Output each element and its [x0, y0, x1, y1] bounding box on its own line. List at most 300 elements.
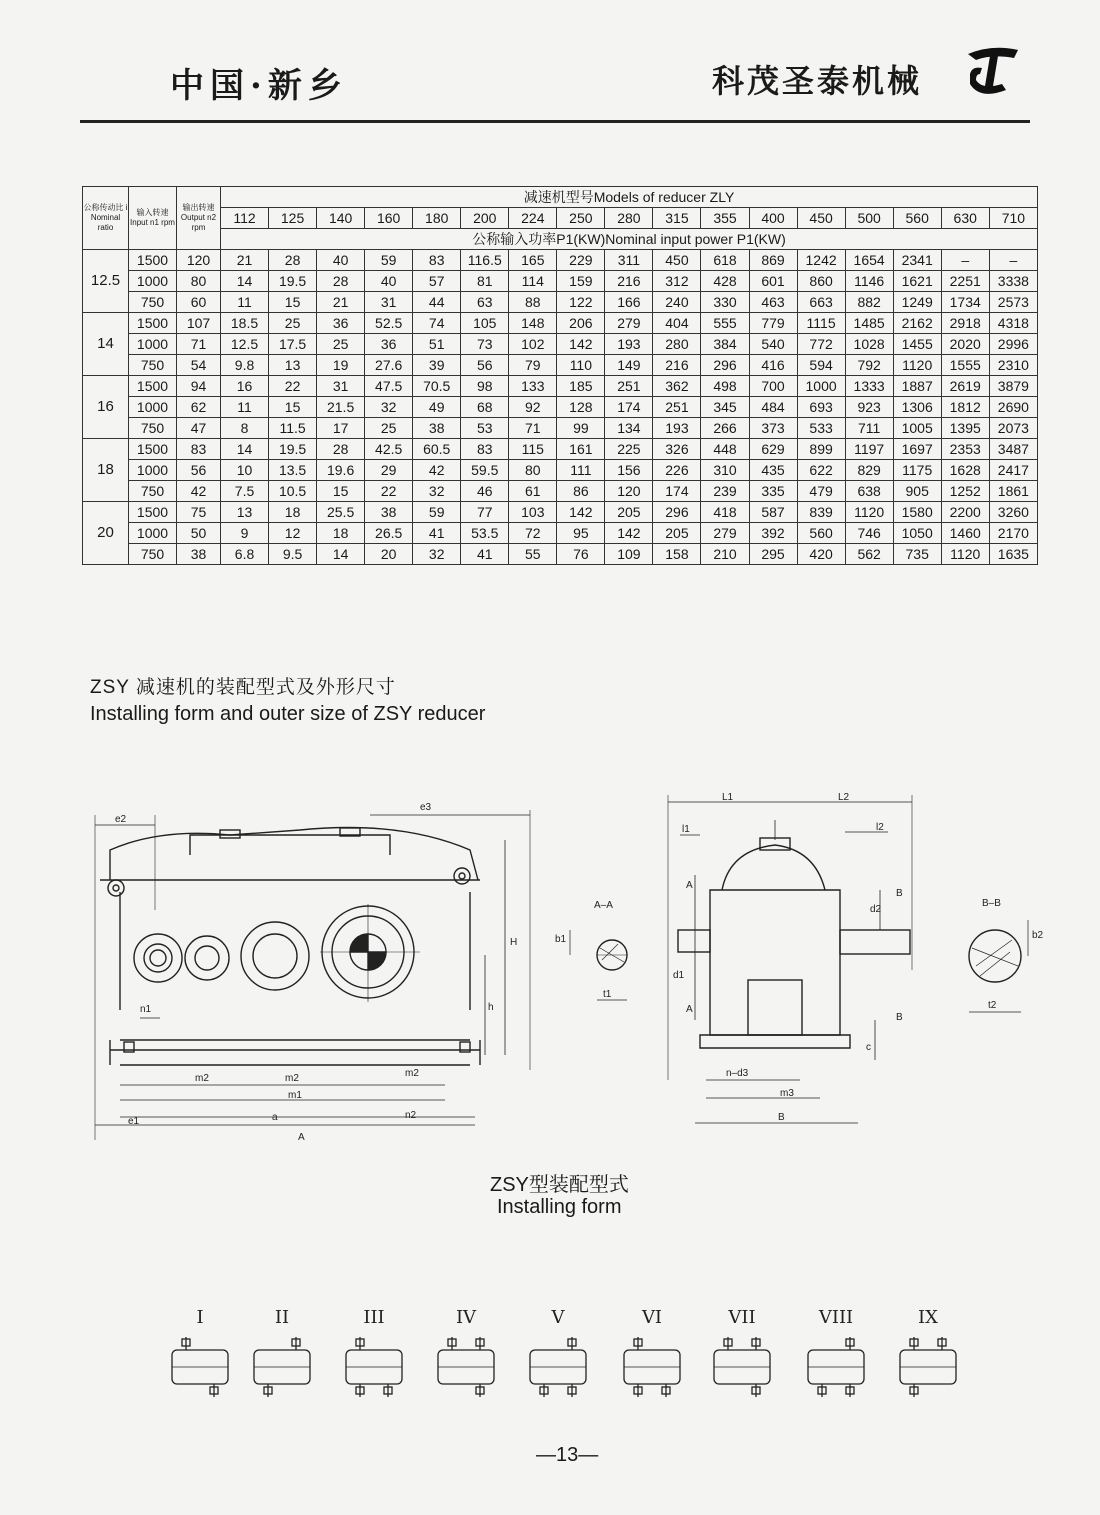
label-L1: L1	[722, 792, 734, 803]
power-cell: 15	[269, 397, 317, 418]
table-row	[83, 481, 1038, 502]
power-cell: 1050	[893, 523, 941, 544]
model-630: 630	[941, 208, 989, 229]
header-output-speed: 输出转速 Output n2 rpm	[177, 187, 221, 250]
power-cell: 59.5	[461, 460, 509, 481]
power-cell: 16	[221, 376, 269, 397]
power-cell: 10	[221, 460, 269, 481]
power-cell: 562	[845, 544, 893, 565]
label-t2: t2	[988, 1000, 997, 1011]
power-cell: 1460	[941, 523, 989, 544]
model-710: 710	[989, 208, 1037, 229]
power-cell: 216	[653, 355, 701, 376]
input-speed-cell: 750	[129, 355, 177, 376]
power-cell: 310	[701, 460, 749, 481]
power-cell: 448	[701, 439, 749, 460]
label-b1: b1	[555, 934, 567, 945]
power-cell: 14	[221, 439, 269, 460]
power-cell: 41	[461, 544, 509, 565]
power-cell: 2996	[989, 334, 1037, 355]
power-cell: 193	[605, 334, 653, 355]
table-row	[83, 355, 1038, 376]
label-n2: n2	[405, 1110, 417, 1121]
power-cell: 53.5	[461, 523, 509, 544]
model-224: 224	[509, 208, 557, 229]
power-cell: 55	[509, 544, 557, 565]
model-560: 560	[893, 208, 941, 229]
label-b2: b2	[1032, 930, 1044, 941]
power-cell: 98	[461, 376, 509, 397]
power-cell: 923	[845, 397, 893, 418]
power-cell: 86	[557, 481, 605, 502]
power-cell: 420	[797, 544, 845, 565]
power-cell: 3879	[989, 376, 1037, 397]
power-cell: 59	[365, 250, 413, 271]
power-cell: 392	[749, 523, 797, 544]
power-cell: 560	[797, 523, 845, 544]
label-n1: n1	[140, 1004, 152, 1015]
header-models: 减速机型号Models of reducer ZLY	[221, 187, 1038, 208]
power-cell: 711	[845, 418, 893, 439]
power-cell: 1635	[989, 544, 1037, 565]
label-a: a	[272, 1112, 278, 1123]
model-280: 280	[605, 208, 653, 229]
power-cell: 47.5	[365, 376, 413, 397]
power-cell: 2619	[941, 376, 989, 397]
label-A-bottom: A	[686, 1004, 693, 1015]
label-m2-b: m2	[285, 1073, 299, 1084]
power-cell: 11	[221, 397, 269, 418]
power-cell: 335	[749, 481, 797, 502]
power-cell: 13.5	[269, 460, 317, 481]
power-cell: 38	[413, 418, 461, 439]
power-cell: 418	[701, 502, 749, 523]
power-cell: 295	[749, 544, 797, 565]
power-cell: 80	[509, 460, 557, 481]
power-cell: 373	[749, 418, 797, 439]
power-cell: 2417	[989, 460, 1037, 481]
power-cell: 148	[509, 313, 557, 334]
power-cell: 32	[413, 481, 461, 502]
label-AA: A–A	[594, 900, 613, 911]
power-cell: 61	[509, 481, 557, 502]
input-speed-cell: 1000	[129, 334, 177, 355]
power-cell: 229	[557, 250, 605, 271]
power-cell: 14	[221, 271, 269, 292]
power-cell: 161	[557, 439, 605, 460]
label-A: A	[298, 1132, 305, 1143]
power-cell: –	[989, 250, 1037, 271]
output-speed-cell: 75	[177, 502, 221, 523]
power-cell: 32	[413, 544, 461, 565]
power-cell: 17.5	[269, 334, 317, 355]
power-cell: 19.5	[269, 439, 317, 460]
output-speed-cell: 80	[177, 271, 221, 292]
power-table	[82, 186, 1038, 565]
power-cell: 210	[701, 544, 749, 565]
power-cell: 4318	[989, 313, 1037, 334]
power-cell: 225	[605, 439, 653, 460]
power-cell: 73	[461, 334, 509, 355]
model-160: 160	[365, 208, 413, 229]
power-cell: 1028	[845, 334, 893, 355]
section-title-cn: ZSY 减速机的装配型式及外形尺寸	[90, 677, 396, 698]
model-200: 200	[461, 208, 509, 229]
ratio-cell: 18	[83, 439, 129, 502]
form-label: IX	[918, 1307, 938, 1328]
power-cell: 2251	[941, 271, 989, 292]
power-cell: 72	[509, 523, 557, 544]
power-cell: 8	[221, 418, 269, 439]
power-cell: 9	[221, 523, 269, 544]
label-nd: n–d3	[726, 1068, 749, 1079]
power-cell: 21	[221, 250, 269, 271]
form-5-symbol	[530, 1307, 586, 1397]
table-row	[83, 502, 1038, 523]
power-cell: 3260	[989, 502, 1037, 523]
power-cell: 463	[749, 292, 797, 313]
label-B-width: B	[778, 1112, 785, 1123]
front-view-drawing	[95, 802, 530, 1143]
model-400: 400	[749, 208, 797, 229]
model-450: 450	[797, 208, 845, 229]
power-cell: 21.5	[317, 397, 365, 418]
label-h: h	[488, 1002, 494, 1013]
label-m3: m3	[780, 1088, 794, 1099]
output-speed-cell: 107	[177, 313, 221, 334]
power-cell: 404	[653, 313, 701, 334]
power-cell: 1306	[893, 397, 941, 418]
power-cell: 174	[653, 481, 701, 502]
power-cell: 484	[749, 397, 797, 418]
power-cell: 40	[317, 250, 365, 271]
power-cell: 450	[653, 250, 701, 271]
power-cell: 629	[749, 439, 797, 460]
power-cell: 71	[509, 418, 557, 439]
power-cell: 19.6	[317, 460, 365, 481]
installing-caption-cn: ZSY型装配型式	[490, 1174, 629, 1196]
power-cell: 120	[605, 481, 653, 502]
power-cell: 77	[461, 502, 509, 523]
power-cell: 92	[509, 397, 557, 418]
power-cell: 6.8	[221, 544, 269, 565]
power-cell: 205	[605, 502, 653, 523]
form-label: III	[363, 1307, 385, 1328]
power-cell: 1485	[845, 313, 893, 334]
power-cell: 1333	[845, 376, 893, 397]
power-cell: 779	[749, 313, 797, 334]
power-cell: 46	[461, 481, 509, 502]
label-l1: l1	[682, 824, 690, 835]
power-cell: 51	[413, 334, 461, 355]
power-cell: 2073	[989, 418, 1037, 439]
power-cell: 115	[509, 439, 557, 460]
power-cell: 193	[653, 418, 701, 439]
power-cell: 205	[653, 523, 701, 544]
power-cell: 10.5	[269, 481, 317, 502]
power-cell: 149	[605, 355, 653, 376]
power-cell: 22	[269, 376, 317, 397]
power-cell: 122	[557, 292, 605, 313]
power-cell: 311	[605, 250, 653, 271]
power-cell: 57	[413, 271, 461, 292]
power-cell: 95	[557, 523, 605, 544]
power-cell: 240	[653, 292, 701, 313]
power-cell: 42.5	[365, 439, 413, 460]
label-BB: B–B	[982, 898, 1001, 909]
output-speed-cell: 47	[177, 418, 221, 439]
power-cell: 109	[605, 544, 653, 565]
power-cell: 15	[269, 292, 317, 313]
power-cell: 2020	[941, 334, 989, 355]
power-cell: 216	[605, 271, 653, 292]
power-cell: 59	[413, 502, 461, 523]
power-cell: –	[941, 250, 989, 271]
power-cell: 42	[413, 460, 461, 481]
power-cell: 1654	[845, 250, 893, 271]
power-cell: 102	[509, 334, 557, 355]
power-cell: 142	[605, 523, 653, 544]
header-ratio: 公称传动比 i Nominal ratio	[83, 187, 129, 250]
power-cell: 1734	[941, 292, 989, 313]
power-cell: 587	[749, 502, 797, 523]
output-speed-cell: 56	[177, 460, 221, 481]
power-cell: 638	[845, 481, 893, 502]
page-number: —13—	[536, 1444, 599, 1466]
power-cell: 1175	[893, 460, 941, 481]
power-cell: 1120	[941, 544, 989, 565]
power-cell: 13	[221, 502, 269, 523]
power-cell: 19.5	[269, 271, 317, 292]
power-cell: 18	[269, 502, 317, 523]
table-row	[83, 544, 1038, 565]
power-cell: 25	[269, 313, 317, 334]
label-L2: L2	[838, 792, 850, 803]
label-d1: d1	[673, 970, 685, 981]
power-cell: 3487	[989, 439, 1037, 460]
power-cell: 159	[557, 271, 605, 292]
header-input-speed: 输入转速 Input n1 rpm	[129, 187, 177, 250]
input-speed-cell: 1000	[129, 271, 177, 292]
power-cell: 1395	[941, 418, 989, 439]
power-cell: 142	[557, 334, 605, 355]
table-row	[83, 418, 1038, 439]
power-cell: 1812	[941, 397, 989, 418]
power-cell: 296	[701, 355, 749, 376]
output-speed-cell: 62	[177, 397, 221, 418]
input-speed-cell: 1000	[129, 397, 177, 418]
table-row	[83, 523, 1038, 544]
label-e1: e1	[128, 1116, 140, 1127]
table-row	[83, 397, 1038, 418]
power-cell: 74	[413, 313, 461, 334]
input-speed-cell: 750	[129, 544, 177, 565]
output-speed-cell: 38	[177, 544, 221, 565]
table-row	[83, 313, 1038, 334]
power-cell: 9.5	[269, 544, 317, 565]
power-cell: 44	[413, 292, 461, 313]
power-cell: 1455	[893, 334, 941, 355]
form-4-symbol	[438, 1307, 494, 1397]
label-A-top: A	[686, 880, 693, 891]
section-BB-drawing	[969, 898, 1044, 1012]
power-cell: 128	[557, 397, 605, 418]
power-cell: 133	[509, 376, 557, 397]
output-speed-cell: 42	[177, 481, 221, 502]
power-cell: 166	[605, 292, 653, 313]
power-cell: 839	[797, 502, 845, 523]
power-cell: 165	[509, 250, 557, 271]
power-cell: 1242	[797, 250, 845, 271]
power-cell: 81	[461, 271, 509, 292]
label-c: c	[866, 1042, 871, 1053]
power-cell: 7.5	[221, 481, 269, 502]
form-label: VI	[641, 1307, 663, 1328]
power-cell: 158	[653, 544, 701, 565]
power-cell: 1580	[893, 502, 941, 523]
power-cell: 114	[509, 271, 557, 292]
power-cell: 540	[749, 334, 797, 355]
output-speed-cell: 50	[177, 523, 221, 544]
label-B-bottom: B	[896, 1012, 903, 1023]
input-speed-cell: 1500	[129, 250, 177, 271]
power-cell: 206	[557, 313, 605, 334]
power-cell: 251	[605, 376, 653, 397]
form-3-symbol	[346, 1307, 402, 1397]
side-view-drawing	[668, 792, 912, 1123]
power-cell: 2200	[941, 502, 989, 523]
power-cell: 185	[557, 376, 605, 397]
output-speed-cell: 83	[177, 439, 221, 460]
power-cell: 38	[365, 502, 413, 523]
power-cell: 829	[845, 460, 893, 481]
power-cell: 99	[557, 418, 605, 439]
output-speed-cell: 120	[177, 250, 221, 271]
table-row	[83, 334, 1038, 355]
power-cell: 266	[701, 418, 749, 439]
power-cell: 2573	[989, 292, 1037, 313]
power-cell: 735	[893, 544, 941, 565]
power-cell: 11	[221, 292, 269, 313]
power-cell: 116.5	[461, 250, 509, 271]
power-cell: 1252	[941, 481, 989, 502]
power-cell: 68	[461, 397, 509, 418]
label-B-top: B	[896, 888, 903, 899]
input-speed-cell: 1500	[129, 313, 177, 334]
label-t1: t1	[603, 989, 612, 1000]
label-e3: e3	[420, 802, 432, 813]
power-cell: 31	[365, 292, 413, 313]
label-d2: d2	[870, 904, 882, 915]
model-250: 250	[557, 208, 605, 229]
power-cell: 9.8	[221, 355, 269, 376]
power-cell: 40	[365, 271, 413, 292]
power-cell: 36	[317, 313, 365, 334]
power-cell: 53	[461, 418, 509, 439]
label-e2: e2	[115, 814, 127, 825]
power-cell: 622	[797, 460, 845, 481]
power-cell: 1621	[893, 271, 941, 292]
power-cell: 1697	[893, 439, 941, 460]
reducer-drawings	[0, 780, 1100, 1160]
label-m1: m1	[288, 1090, 302, 1101]
power-cell: 25	[317, 334, 365, 355]
power-cell: 49	[413, 397, 461, 418]
power-cell: 1861	[989, 481, 1037, 502]
form-label: I	[196, 1307, 204, 1328]
power-cell: 362	[653, 376, 701, 397]
power-cell: 29	[365, 460, 413, 481]
power-cell: 2170	[989, 523, 1037, 544]
power-cell: 239	[701, 481, 749, 502]
output-speed-cell: 94	[177, 376, 221, 397]
power-cell: 555	[701, 313, 749, 334]
power-cell: 28	[317, 439, 365, 460]
power-cell: 594	[797, 355, 845, 376]
input-speed-cell: 1500	[129, 439, 177, 460]
power-cell: 88	[509, 292, 557, 313]
power-cell: 2690	[989, 397, 1037, 418]
power-cell: 280	[653, 334, 701, 355]
power-cell: 76	[557, 544, 605, 565]
power-cell: 1146	[845, 271, 893, 292]
form-9-symbol	[900, 1307, 956, 1397]
power-cell: 28	[269, 250, 317, 271]
power-cell: 12.5	[221, 334, 269, 355]
power-cell: 56	[461, 355, 509, 376]
ratio-cell: 20	[83, 502, 129, 565]
output-speed-cell: 60	[177, 292, 221, 313]
model-125: 125	[269, 208, 317, 229]
power-cell: 2341	[893, 250, 941, 271]
power-cell: 226	[653, 460, 701, 481]
power-cell: 142	[557, 502, 605, 523]
power-cell: 700	[749, 376, 797, 397]
power-cell: 14	[317, 544, 365, 565]
power-cell: 251	[653, 397, 701, 418]
power-cell: 12	[269, 523, 317, 544]
power-cell: 134	[605, 418, 653, 439]
power-cell: 110	[557, 355, 605, 376]
company-logo-icon	[962, 44, 1022, 100]
power-cell: 27.6	[365, 355, 413, 376]
model-140: 140	[317, 208, 365, 229]
power-cell: 15	[317, 481, 365, 502]
table-row	[83, 292, 1038, 313]
label-H: H	[510, 937, 518, 948]
input-speed-cell: 1500	[129, 376, 177, 397]
input-speed-cell: 750	[129, 292, 177, 313]
form-8-symbol	[808, 1307, 864, 1397]
power-cell: 772	[797, 334, 845, 355]
power-cell: 296	[653, 502, 701, 523]
header-power: 公称输入功率P1(KW)Nominal input power P1(KW)	[221, 229, 1038, 250]
model-315: 315	[653, 208, 701, 229]
power-cell: 174	[605, 397, 653, 418]
table-row	[83, 250, 1038, 271]
ratio-cell: 12.5	[83, 250, 129, 313]
power-cell: 105	[461, 313, 509, 334]
power-cell: 330	[701, 292, 749, 313]
form-7-symbol	[714, 1307, 770, 1397]
section-title-en: Installing form and outer size of ZSY reducer	[90, 703, 486, 725]
power-cell: 63	[461, 292, 509, 313]
power-cell: 18.5	[221, 313, 269, 334]
header-rule	[80, 120, 1030, 123]
output-speed-cell: 71	[177, 334, 221, 355]
label-m2-a: m2	[195, 1073, 209, 1084]
power-cell: 32	[365, 397, 413, 418]
